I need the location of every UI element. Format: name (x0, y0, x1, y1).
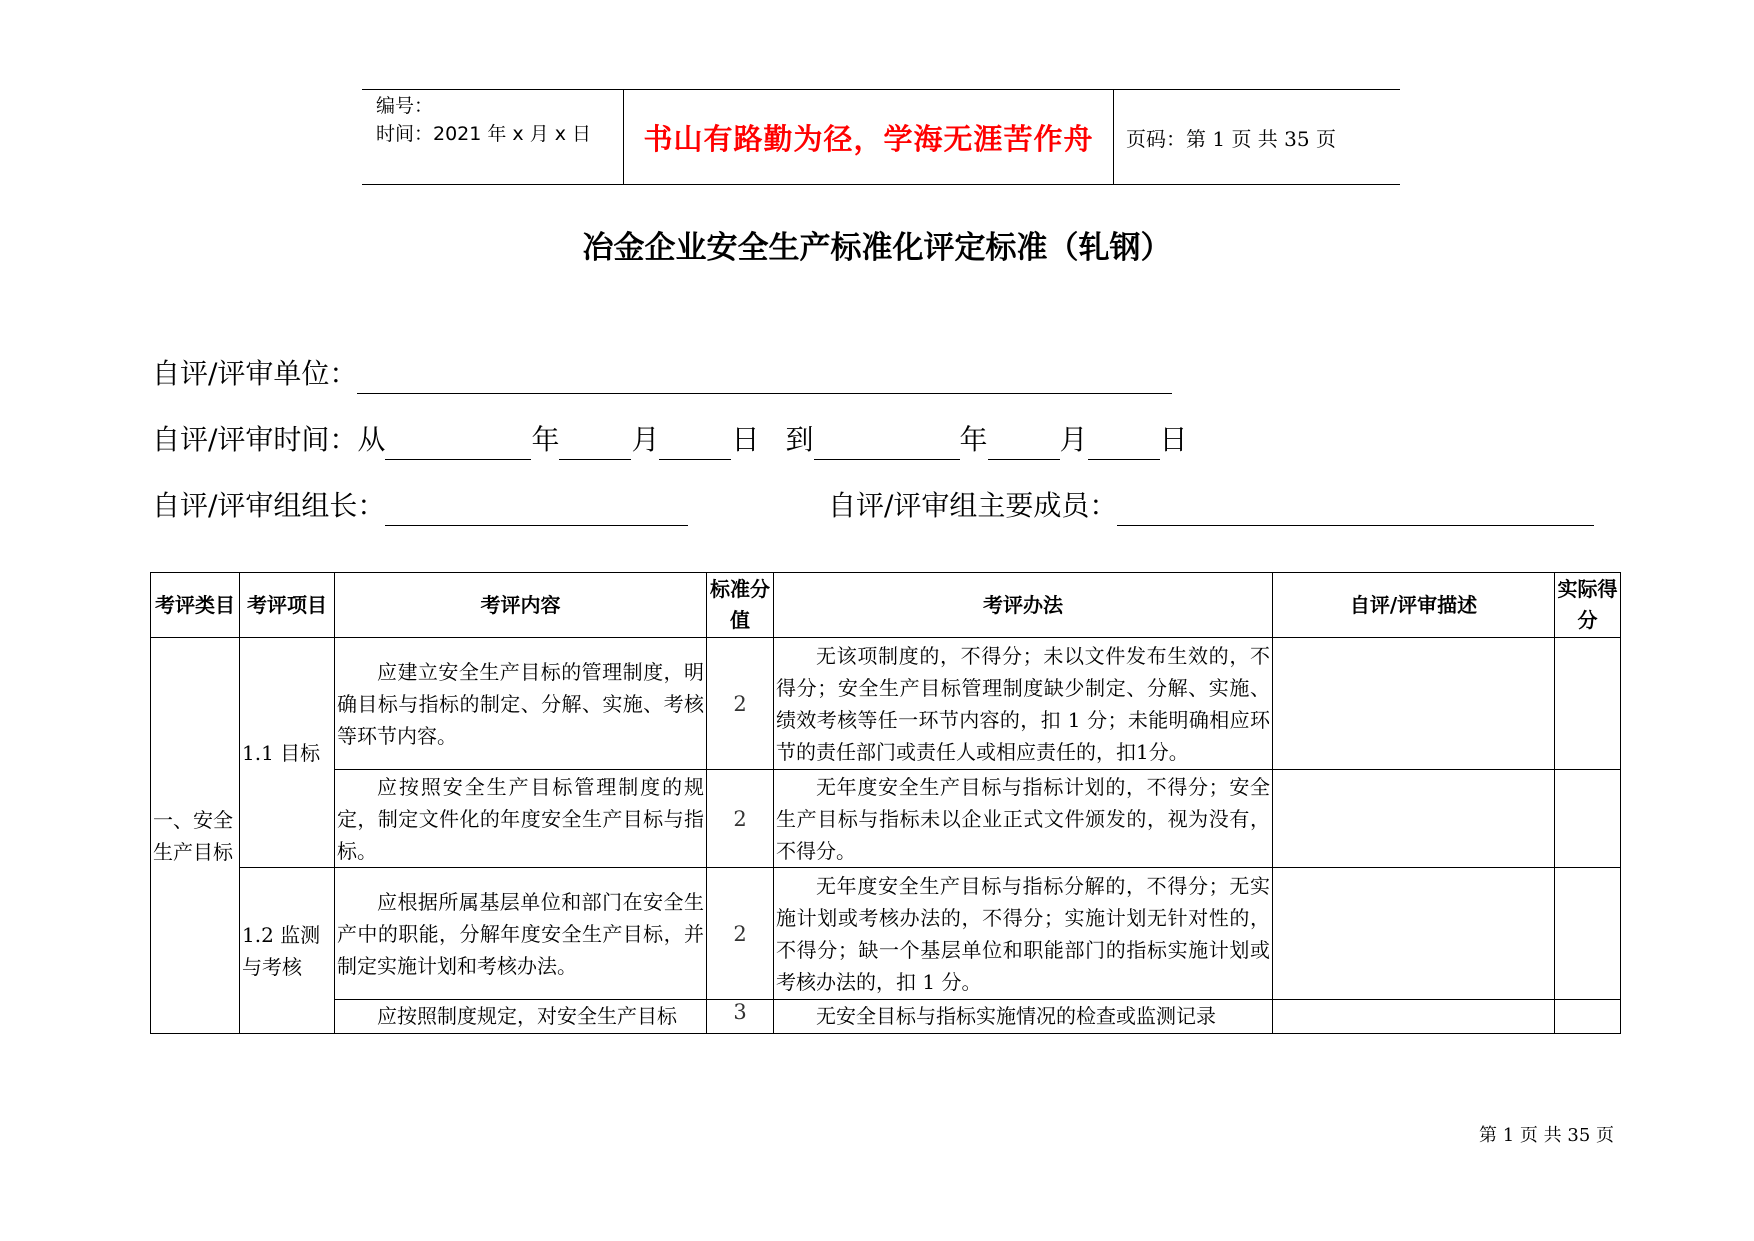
table-row (151, 638, 1621, 770)
content-cell: 应按照安全生产目标管理制度的规定，制定文件化的年度安全生产目标与指标。 (335, 770, 707, 868)
score-cell: 2 (707, 638, 774, 770)
description-cell[interactable] (1273, 868, 1555, 1000)
content-cell: 应建立安全生产目标的管理制度，明确目标与指标的制定、分解、实施、考核等环节内容。 (335, 638, 707, 770)
month-label: 月 (631, 423, 660, 456)
description-cell[interactable] (1273, 638, 1555, 770)
document-header (362, 89, 1400, 185)
header-score: 标准分值 (707, 573, 774, 638)
from-month-blank[interactable] (559, 427, 631, 460)
header-actual-score: 实际得分 (1555, 573, 1621, 638)
year-label: 年 (959, 423, 988, 456)
unit-field (152, 354, 1172, 394)
to-label: 到 (785, 423, 814, 456)
score-cell: 3 (707, 1000, 774, 1034)
leader-field (152, 486, 688, 526)
to-month-blank[interactable] (988, 427, 1060, 460)
table-row (151, 770, 1621, 868)
actual-score-cell[interactable] (1555, 770, 1621, 868)
day-label: 日 (1159, 423, 1188, 456)
method-cell: 无年度安全生产目标与指标分解的，不得分；无实施计划或考核办法的，不得分；实施计划无针对性的，不得分；缺一个基层单位和职能部门的指标实施计划或考核办法的，扣 1 分。 (774, 868, 1273, 1000)
unit-label: 自评/评审单位： (152, 357, 358, 390)
to-year-blank[interactable] (814, 427, 960, 460)
time-label: 自评/评审时间：从 (152, 423, 386, 456)
description-cell[interactable] (1273, 770, 1555, 868)
method-cell: 无安全目标与指标实施情况的检查或监测记录 (774, 1000, 1273, 1034)
project-cell: 1.2 监测与考核 (240, 868, 335, 1034)
members-blank[interactable] (1117, 493, 1594, 526)
content-cell: 应根据所属基层单位和部门在安全生产中的职能，分解年度安全生产目标，并制定实施计划和考核办法。 (335, 868, 707, 1000)
document-date: 时间：2021 年 x 月 x 日 (376, 123, 592, 145)
unit-blank[interactable] (357, 361, 1172, 394)
header-page-info: 页码：第 1 页 共 35 页 (1126, 126, 1336, 151)
header-meta (362, 90, 624, 184)
table-row (151, 1000, 1621, 1034)
table-header-row (151, 573, 1621, 638)
header-category: 考评类目 (151, 573, 240, 638)
leader-blank[interactable] (385, 493, 688, 526)
day-label: 日 (731, 423, 760, 456)
table-row (151, 868, 1621, 1000)
content-cell: 应按照制度规定，对安全生产目标 (335, 1000, 707, 1034)
from-year-blank[interactable] (385, 427, 531, 460)
page-footer: 第 1 页 共 35 页 (1479, 1125, 1614, 1146)
header-motto: 书山有路勤为径，学海无涯苦作舟 (624, 90, 1114, 184)
method-cell: 无该项制度的，不得分；未以文件发布生效的，不得分；安全生产目标管理制度缺少制定、分解、实施、绩效考核等任一环节内容的，扣 1 分；未能明确相应环节的责任部门或责任人或相应责任的，扣1分。 (774, 638, 1273, 770)
year-label: 年 (531, 423, 560, 456)
month-label: 月 (1059, 423, 1088, 456)
method-cell: 无年度安全生产目标与指标计划的，不得分；安全生产目标与指标未以企业正式文件颁发的，视为没有，不得分。 (774, 770, 1273, 868)
actual-score-cell[interactable] (1555, 1000, 1621, 1034)
score-cell: 2 (707, 868, 774, 1000)
members-field (828, 486, 1594, 526)
actual-score-cell[interactable] (1555, 868, 1621, 1000)
time-field (152, 420, 1188, 460)
score-cell: 2 (707, 770, 774, 868)
header-content: 考评内容 (335, 573, 707, 638)
document-number-label: 编号： (376, 95, 434, 117)
from-day-blank[interactable] (659, 427, 731, 460)
members-label: 自评/评审组主要成员： (828, 489, 1118, 522)
document-title: 冶金企业安全生产标准化评定标准（轧钢） (582, 230, 1172, 266)
evaluation-table (150, 572, 1621, 1034)
header-project: 考评项目 (240, 573, 335, 638)
project-cell: 1.1 目标 (240, 638, 335, 868)
to-day-blank[interactable] (1088, 427, 1160, 460)
header-method: 考评办法 (774, 573, 1273, 638)
actual-score-cell[interactable] (1555, 638, 1621, 770)
category-cell: 一、安全生产目标 (151, 638, 240, 1034)
description-cell[interactable] (1273, 1000, 1555, 1034)
leader-label: 自评/评审组组长： (152, 489, 386, 522)
header-description: 自评/评审描述 (1273, 573, 1555, 638)
